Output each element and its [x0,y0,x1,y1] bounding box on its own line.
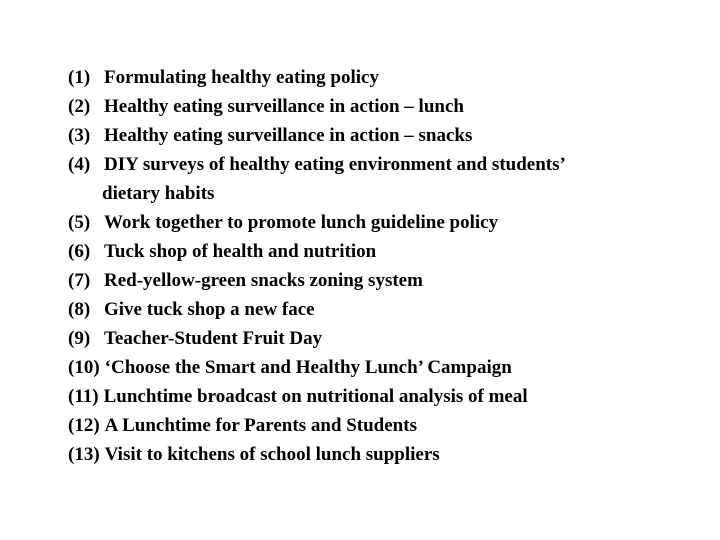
list-item [68,150,566,179]
list-item [68,411,566,440]
item-number: (7) [68,270,91,291]
item-text: Work together to promote lunch guideline policy [104,212,499,233]
item-number: (2) [68,96,91,117]
item-number: (1) [68,67,91,88]
list-item [68,92,566,121]
item-number: (9) [68,328,91,349]
item-number: (5) [68,212,91,233]
list-item [68,121,566,150]
item-text: Visit to kitchens of school lunch suppliers [104,444,440,465]
list-item [68,382,566,411]
item-text: DIY surveys of healthy eating environment and students’ [104,154,566,175]
item-number: (4) [68,154,91,175]
list-item [68,237,566,266]
item-number: (10) [68,357,100,378]
item-text: Formulating healthy eating policy [104,67,379,88]
item-number: (11) [68,386,99,407]
item-number: (6) [68,241,91,262]
list-item [68,295,566,324]
list-item [68,440,566,469]
list-item [68,63,566,92]
item-text: Teacher-Student Fruit Day [104,328,323,349]
list-item [68,324,566,353]
item-text: A Lunchtime for Parents and Students [104,415,417,436]
item-text: Healthy eating surveillance in action – lunch [104,96,464,117]
item-number: (8) [68,299,91,320]
item-number: (12) [68,415,100,436]
item-text: ‘Choose the Smart and Healthy Lunch’ Campaign [104,357,512,378]
item-number: (13) [68,444,100,465]
item-text: Red-yellow-green snacks zoning system [104,270,423,291]
list-item-continuation: dietary habits [102,183,215,204]
item-text: Lunchtime broadcast on nutritional analysis of meal [103,386,528,407]
list-item [68,353,566,382]
item-text: Tuck shop of health and nutrition [104,241,377,262]
list-item [68,208,566,237]
item-text: Healthy eating surveillance in action – snacks [104,125,473,146]
item-text: Give tuck shop a new face [104,299,315,320]
list-item [68,266,566,295]
item-number: (3) [68,125,91,146]
activity-list [68,63,566,469]
